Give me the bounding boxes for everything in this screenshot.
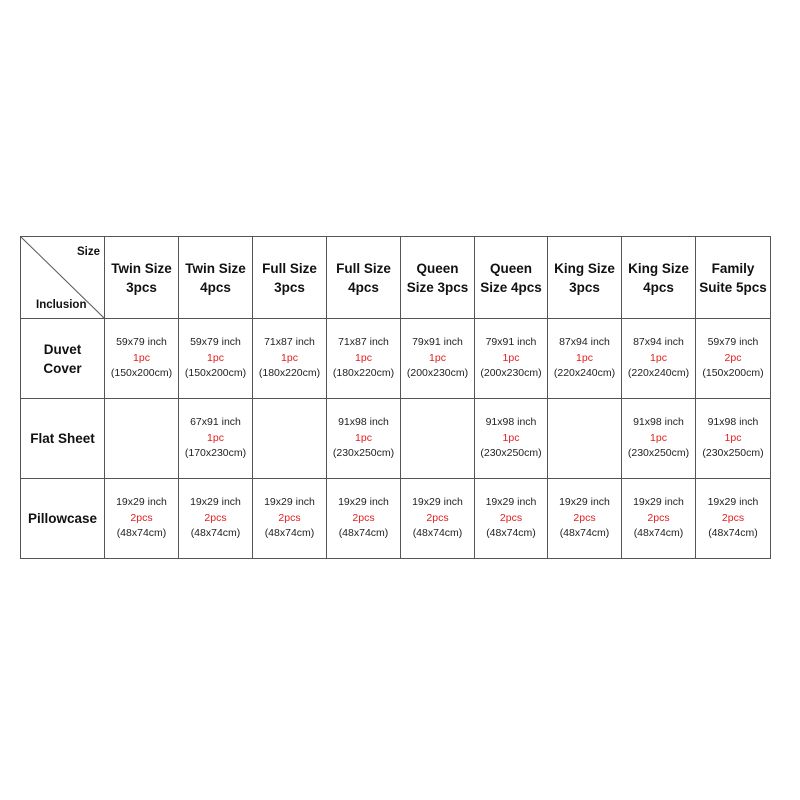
corner-inclusion-label: Inclusion xyxy=(36,299,87,311)
dimension-cm: (48x74cm) xyxy=(190,527,241,540)
column-header-line1: Family xyxy=(711,260,755,276)
column-header-line1: Full Size xyxy=(336,260,391,276)
dimension-inch: 67x91 inch xyxy=(190,416,241,429)
table-cell xyxy=(179,479,253,559)
dimension-inch: 79x91 inch xyxy=(485,336,537,349)
quantity: 1pc xyxy=(355,351,372,364)
column-header-line1: King Size xyxy=(554,260,615,276)
table-cell xyxy=(475,399,548,479)
column-header-line2: Size 3pcs xyxy=(406,279,469,295)
dimension-inch: 59x79 inch xyxy=(190,336,241,349)
dimension-cm: (230x250cm) xyxy=(332,447,395,460)
dimension-cm: (48x74cm) xyxy=(338,527,389,540)
dimension-inch: 19x29 inch xyxy=(412,496,463,509)
column-header-line2: Size 4pcs xyxy=(480,279,542,295)
dimension-cm: (48x74cm) xyxy=(116,527,167,540)
column-header xyxy=(253,237,327,319)
corner-cell xyxy=(21,237,105,319)
quantity: 2pcs xyxy=(499,511,523,524)
dimension-inch: 87x94 inch xyxy=(633,336,684,349)
quantity: 1pc xyxy=(355,431,372,444)
table-cell xyxy=(696,399,771,479)
table-cell xyxy=(105,319,179,399)
empty-cell xyxy=(253,399,327,479)
quantity: 2pcs xyxy=(278,511,301,524)
empty-cell xyxy=(401,399,475,479)
quantity: 1pc xyxy=(576,351,593,364)
dimension-cm: (220x240cm) xyxy=(627,367,690,380)
dimension-inch: 91x98 inch xyxy=(707,416,759,429)
quantity: 2pc xyxy=(724,351,742,364)
table-row xyxy=(21,399,771,479)
column-header xyxy=(179,237,253,319)
column-header-line2: 3pcs xyxy=(274,279,305,295)
quantity: 1pc xyxy=(650,351,667,364)
table-cell xyxy=(327,319,401,399)
column-header xyxy=(105,237,179,319)
table-cell xyxy=(327,399,401,479)
dimension-cm: (48x74cm) xyxy=(486,527,536,540)
dimension-inch: 59x79 inch xyxy=(116,336,167,349)
dimension-cm: (180x220cm) xyxy=(332,367,395,380)
row-header-line: Cover xyxy=(43,360,82,376)
dimension-inch: 19x29 inch xyxy=(707,496,759,509)
quantity: 1pc xyxy=(502,431,520,444)
quantity: 2pcs xyxy=(352,511,375,524)
column-header-line1: Queen xyxy=(489,260,532,276)
table-row xyxy=(21,319,771,399)
column-header xyxy=(475,237,548,319)
column-header xyxy=(622,237,696,319)
table-row xyxy=(21,479,771,559)
corner-size-label: Size xyxy=(76,246,100,258)
table-cell xyxy=(696,319,771,399)
row-header-line: Flat Sheet xyxy=(30,431,95,446)
column-header-line1: King Size xyxy=(628,260,689,276)
dimension-cm: (230x250cm) xyxy=(702,447,764,460)
row-header-line: Pillowcase xyxy=(27,511,98,526)
dimension-inch: 19x29 inch xyxy=(559,496,610,509)
quantity: 2pcs xyxy=(647,511,670,524)
column-header-line2: 4pcs xyxy=(200,279,231,295)
dimension-cm: (48x74cm) xyxy=(412,527,463,540)
dimension-cm: (230x250cm) xyxy=(480,447,542,460)
dimension-inch: 91x98 inch xyxy=(485,416,537,429)
table-cell xyxy=(548,319,622,399)
quantity: 2pcs xyxy=(721,511,745,524)
quantity: 2pcs xyxy=(573,511,596,524)
column-header xyxy=(327,237,401,319)
column-header-line2: Suite 5pcs xyxy=(699,279,767,295)
table-cell xyxy=(253,479,327,559)
dimension-cm: (200x230cm) xyxy=(480,367,542,380)
quantity: 1pc xyxy=(502,351,520,364)
size-chart-table xyxy=(20,236,771,559)
column-header-line2: 4pcs xyxy=(348,279,379,295)
table-cell xyxy=(622,399,696,479)
dimension-cm: (150x200cm) xyxy=(110,367,173,380)
empty-cell xyxy=(548,399,622,479)
dimension-cm: (180x220cm) xyxy=(258,367,321,380)
column-header-line2: 3pcs xyxy=(569,279,600,295)
row-header xyxy=(21,479,105,559)
dimension-cm: (48x74cm) xyxy=(633,527,684,540)
quantity: 1pc xyxy=(133,351,150,364)
table-cell xyxy=(179,319,253,399)
quantity: 1pc xyxy=(207,351,224,364)
quantity: 2pcs xyxy=(204,511,227,524)
dimension-inch: 71x87 inch xyxy=(264,336,315,349)
dimension-inch: 91x98 inch xyxy=(338,416,389,429)
quantity: 1pc xyxy=(724,431,742,444)
dimension-inch: 71x87 inch xyxy=(338,336,389,349)
dimension-inch: 19x29 inch xyxy=(190,496,241,509)
quantity: 2pcs xyxy=(130,511,153,524)
quantity: 1pc xyxy=(281,351,298,364)
quantity: 1pc xyxy=(429,351,446,364)
table-cell xyxy=(327,479,401,559)
column-header-line1: Twin Size xyxy=(111,260,172,276)
dimension-inch: 19x29 inch xyxy=(116,496,167,509)
column-header-line2: 3pcs xyxy=(126,279,157,295)
table-cell xyxy=(622,479,696,559)
column-header xyxy=(548,237,622,319)
dimension-inch: 19x29 inch xyxy=(633,496,684,509)
dimension-inch: 87x94 inch xyxy=(559,336,610,349)
table-cell xyxy=(401,479,475,559)
column-header-line2: 4pcs xyxy=(643,279,674,295)
dimension-cm: (48x74cm) xyxy=(264,527,315,540)
column-header-line1: Queen xyxy=(416,260,459,276)
column-header xyxy=(401,237,475,319)
dimension-inch: 79x91 inch xyxy=(412,336,463,349)
dimension-cm: (170x230cm) xyxy=(184,447,247,460)
dimension-inch: 19x29 inch xyxy=(264,496,315,509)
dimension-cm: (150x200cm) xyxy=(184,367,247,380)
row-header-line: Duvet xyxy=(43,341,82,357)
table-cell xyxy=(475,479,548,559)
table-cell xyxy=(548,479,622,559)
column-header xyxy=(696,237,771,319)
dimension-cm: (230x250cm) xyxy=(627,447,690,460)
dimension-cm: (48x74cm) xyxy=(708,527,758,540)
dimension-inch: 19x29 inch xyxy=(485,496,537,509)
header-row xyxy=(21,237,771,319)
table-cell xyxy=(622,319,696,399)
table-cell xyxy=(401,319,475,399)
column-header-line1: Twin Size xyxy=(185,260,246,276)
quantity: 2pcs xyxy=(426,511,449,524)
row-header xyxy=(21,319,105,399)
empty-cell xyxy=(105,399,179,479)
quantity: 1pc xyxy=(650,431,667,444)
table-cell xyxy=(475,319,548,399)
table-cell xyxy=(105,479,179,559)
dimension-inch: 19x29 inch xyxy=(338,496,389,509)
dimension-cm: (48x74cm) xyxy=(559,527,610,540)
dimension-inch: 59x79 inch xyxy=(707,336,759,349)
column-header-line1: Full Size xyxy=(262,260,317,276)
table-cell xyxy=(253,319,327,399)
row-header xyxy=(21,399,105,479)
dimension-cm: (220x240cm) xyxy=(553,367,616,380)
dimension-cm: (200x230cm) xyxy=(406,367,469,380)
table-cell xyxy=(179,399,253,479)
quantity: 1pc xyxy=(207,431,224,444)
dimension-inch: 91x98 inch xyxy=(633,416,684,429)
table-cell xyxy=(696,479,771,559)
dimension-cm: (150x200cm) xyxy=(702,367,764,380)
